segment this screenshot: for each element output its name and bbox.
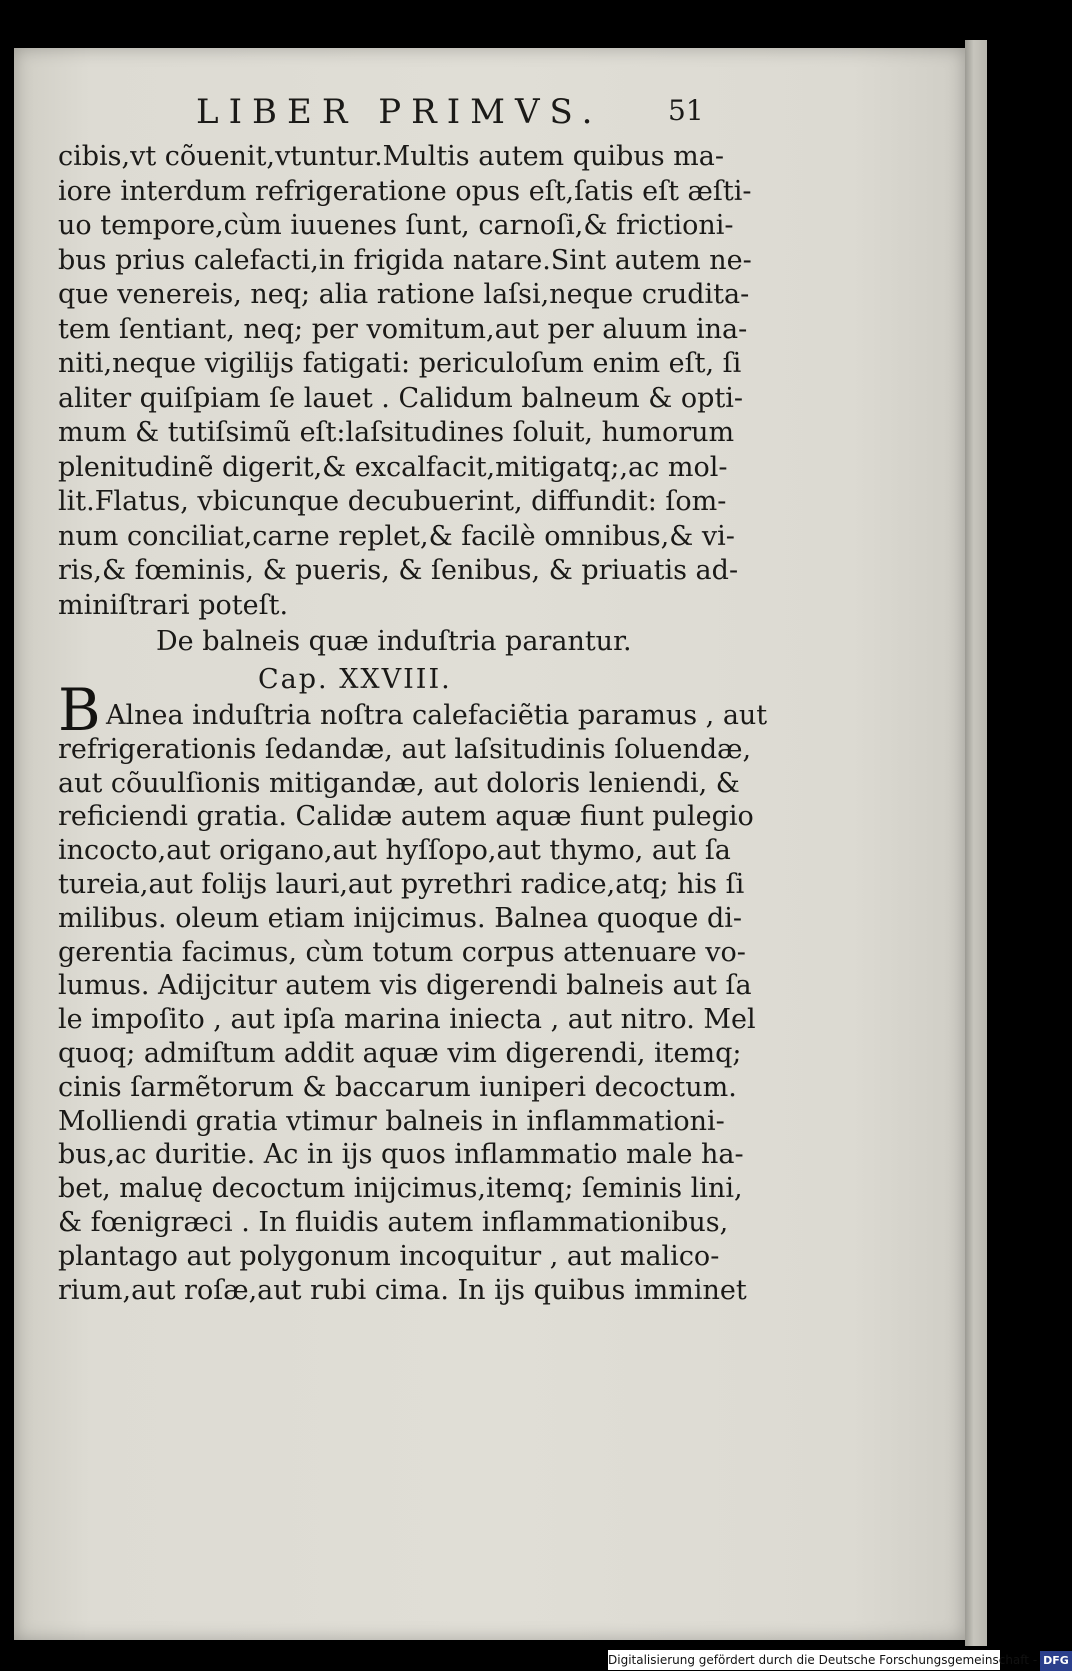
- text-line: milibus. oleum etiam inijcimus. Balnea quoque di-: [58, 902, 743, 934]
- dfg-logo: DFG: [1040, 1651, 1072, 1671]
- page-number: 51: [668, 94, 704, 127]
- text-line: ris,& fœminis, & pueris, & ſenibus, & priuatis ad-: [58, 555, 739, 586]
- chapter-number: Cap. XXVIII.: [258, 664, 452, 695]
- credit-text: Digitalisierung gefördert durch die Deutsche Forschungsgemeinschaft -: [608, 1653, 1038, 1667]
- text-line: Molliendi gratia vtimur balneis in inflammationi-: [58, 1105, 725, 1137]
- text-line: bus prius calefacti,in frigida natare.Sint autem ne-: [58, 244, 752, 276]
- text-line: incocto,aut origano,aut hyſſopo,aut thymo, aut ſa: [58, 835, 731, 867]
- text-line: tureia,aut folijs lauri,aut pyrethri radice,atq; his ſi: [58, 868, 745, 900]
- drop-cap: B: [58, 676, 101, 744]
- text-line: uo tempore,cùm iuuenes ſunt, carnoſi,& frictioni-: [58, 210, 734, 241]
- text-line: reficiendi gratia. Calidæ autem aquæ fiunt pulegio: [58, 801, 754, 833]
- text-line: num conciliat,carne replet,& facilè omnibus,& vi-: [58, 520, 735, 552]
- running-head: LIBER PRIMVS.: [196, 92, 603, 132]
- text-line: plantago aut polygonum incoquitur , aut malico-: [58, 1240, 720, 1272]
- text-block: [58, 140, 768, 1307]
- text-line: que venereis, neq; alia ratione laſsi,neque crudita-: [58, 279, 750, 310]
- text-line: rium,aut roſæ,aut rubi cima. In ijs quibus imminet: [58, 1274, 747, 1306]
- text-line: lumus. Adijcitur autem vis digerendi balneis aut ſa: [58, 970, 752, 1002]
- text-line: cibis,vt cõuenit,vtuntur.Multis autem quibus ma-: [58, 141, 724, 172]
- text-line: bus,ac duritie. Ac in ijs quos inflammatio male ha-: [58, 1139, 744, 1171]
- text-line: miniſtrari poteſt.: [58, 589, 289, 621]
- page-edge: [965, 40, 987, 1646]
- text-line: plenitudinẽ digerit,& excalfacit,mitigatq;,ac mol-: [58, 451, 728, 483]
- paragraph-1: [58, 140, 752, 623]
- text-line: Alnea induſtria noſtra calefaciẽtia paramus , aut: [106, 700, 768, 731]
- text-line: & fœnigræci . In fluidis autem inflammationibus,: [58, 1206, 729, 1238]
- text-line: refrigerationis ſedandæ, aut laſsitudinis ſoluendæ,: [58, 733, 752, 765]
- text-line: gerentia facimus, cùm totum corpus attenuare vo-: [58, 936, 746, 968]
- paragraph-2: [58, 699, 768, 1307]
- digitization-credit: [608, 1650, 1069, 1670]
- text-line: tem ſentiant, neq; per vomitum,aut per aluum ina-: [58, 313, 748, 345]
- text-line: aut cõuulſionis mitigandæ, aut doloris leniendi, &: [58, 767, 740, 799]
- text-line: iore interdum refrigeratione opus eſt,ſatis eſt æſti-: [58, 175, 752, 207]
- text-line: bet, maluę decoctum inijcimus,itemq; ſeminis lini,: [58, 1173, 743, 1205]
- text-line: mum & tutiſsimũ eſt:laſsitudines ſoluit, humorum: [58, 417, 735, 448]
- text-line: niti,neque vigilijs fatigati: periculoſum enim eſt, ſi: [58, 348, 742, 379]
- text-line: le impoſito , aut ipſa marina iniecta , aut nitro. Mel: [58, 1004, 756, 1036]
- text-line: quoq; admiſtum addit aquæ vim digerendi, itemq;: [58, 1037, 742, 1069]
- text-line: cinis ſarmẽtorum & baccarum iuniperi decoctum.: [58, 1071, 737, 1103]
- text-line: lit.Flatus, vbicunque decubuerint, diffundit: ſom-: [58, 486, 727, 517]
- chapter-title: De balneis quæ induſtria parantur.: [156, 626, 632, 657]
- text-line: aliter quiſpiam ſe lauet . Calidum balneum & opti-: [58, 382, 744, 414]
